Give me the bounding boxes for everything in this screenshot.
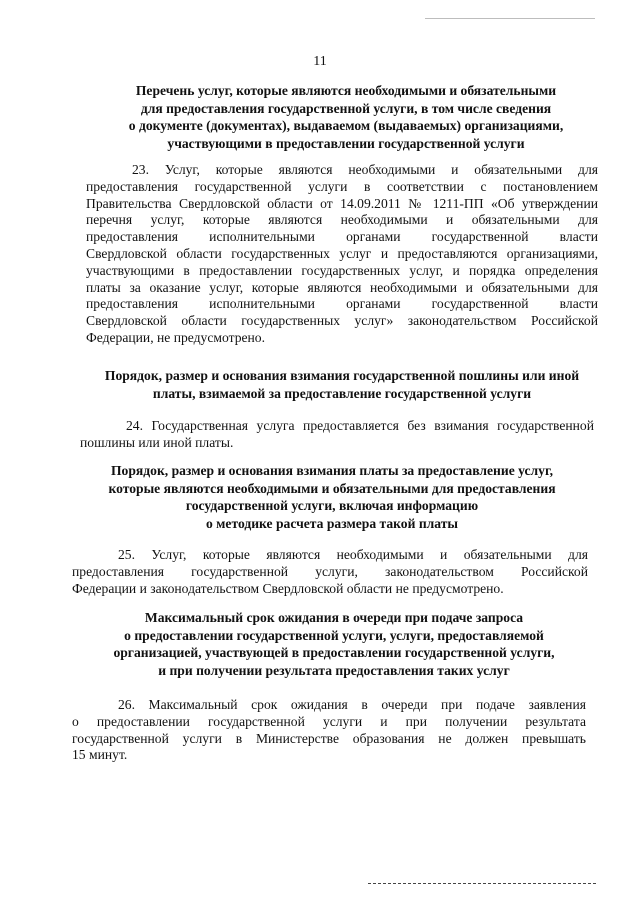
paragraph-line: платы за оказание услуг, которые являются необходимыми и обязательными для <box>86 279 598 295</box>
paragraph-line: предоставления государственной услуги, законодательством Российской <box>72 563 588 579</box>
page-number: 11 <box>313 54 327 69</box>
section-4-heading <box>74 609 594 679</box>
paragraph-line: предоставления исполнительными органами государственной власти <box>86 296 598 312</box>
heading-line: Перечень услуг, которые являются необходимыми и обязательными <box>135 83 557 98</box>
heading-line: государственной услуги, включая информацию <box>185 498 479 514</box>
heading-line: о предоставлении государственной услуги, услуги, предоставляемой <box>124 627 544 643</box>
paragraph-line: Правительства Свердловской области от 14.09.2011 № 1211-ПП «Об утверждении <box>86 195 598 211</box>
scan-artifact-line-bottom <box>368 883 596 884</box>
heading-line: и при получении результата предоставления таких услуг <box>158 662 510 678</box>
heading-line: Максимальный срок ожидания в очереди при подаче запроса <box>144 610 524 625</box>
paragraph-line: государственной услуги в Министерстве образования не должен превышать <box>72 730 586 746</box>
paragraph-23 <box>86 162 598 347</box>
heading-line: Порядок, размер и основания взимания государственной пошлины или иной <box>104 368 580 383</box>
paragraph-line: Федерации и законодательством Свердловской области не предусмотрено. <box>72 580 504 596</box>
paragraph-line: перечня услуг, которые являются необходимыми и обязательными для <box>86 212 598 228</box>
paragraph-line: 15 минут. <box>72 747 128 763</box>
heading-line: о документе (документах), выдаваемом (выдаваемых) организациями, <box>128 118 564 134</box>
paragraph-line: пошлины или иной платы. <box>80 434 234 450</box>
paragraph-line: 24. Государственная услуга предоставляется без взимания государственной <box>126 418 594 433</box>
paragraph-26 <box>72 697 586 764</box>
paragraph-25 <box>72 547 588 597</box>
paragraph-line: предоставления исполнительными органами государственной власти <box>86 229 598 245</box>
paragraph-line: Свердловской области государственных услуг и предоставляются организациями, <box>86 245 598 261</box>
paragraph-line: о предоставлении государственной услуги и при получении результата <box>72 713 586 729</box>
heading-line: платы, взимаемой за предоставление государственной услуги <box>152 385 532 401</box>
heading-line: Порядок, размер и основания взимания платы за предоставление услуг, <box>110 463 554 478</box>
heading-line: о методике расчета размера такой платы <box>205 515 459 531</box>
paragraph-line: Федерации, не предусмотрено. <box>86 329 266 345</box>
heading-line: которые являются необходимыми и обязательными для предоставления <box>108 480 556 496</box>
paragraph-line: 25. Услуг, которые являются необходимыми и обязательными для <box>118 547 588 562</box>
paragraph-line: Свердловской области государственных услуг» законодательством Российской <box>86 313 598 329</box>
paragraph-line: 26. Максимальный срок ожидания в очереди при подаче заявления <box>118 697 586 712</box>
section-2-heading <box>82 367 602 402</box>
paragraph-24 <box>80 418 594 452</box>
paragraph-line: предоставления государственной услуги в соответствии с постановлением <box>86 178 598 194</box>
paragraph-line: 23. Услуг, которые являются необходимыми и обязательными для <box>132 162 598 177</box>
paragraph-line: участвующими в предоставлении государственных услуг, и порядка определения <box>86 262 598 278</box>
heading-line: для предоставления государственной услуги, в том числе сведения <box>140 100 552 116</box>
scan-artifact-line-top <box>425 18 595 19</box>
heading-line: участвующими в предоставлении государственной услуги <box>167 135 525 151</box>
section-1-heading <box>86 82 606 152</box>
heading-line: организацией, участвующей в предоставлении государственной услуги, <box>113 645 555 661</box>
section-3-heading <box>72 462 592 532</box>
